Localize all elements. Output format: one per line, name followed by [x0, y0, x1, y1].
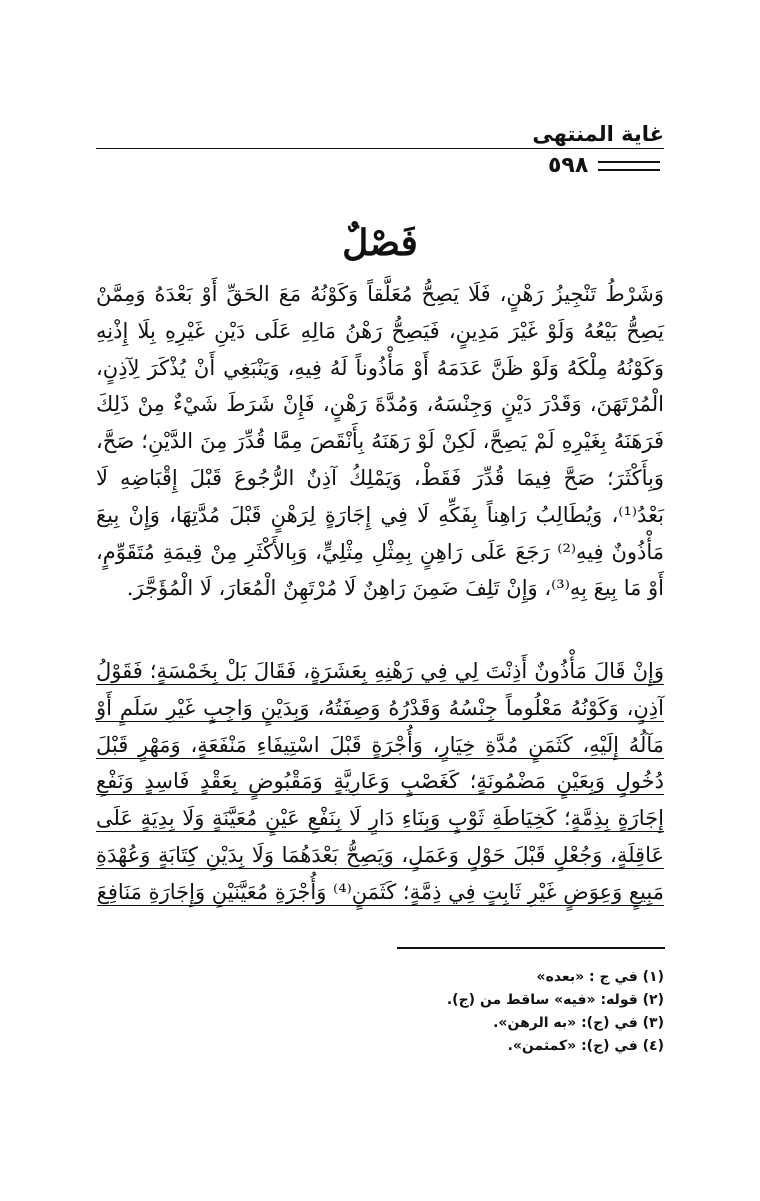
footnote-1: (١) في ج : «بعده»	[536, 969, 664, 985]
page-number: ٥٩٨	[548, 153, 589, 178]
header-rule	[96, 148, 664, 149]
footnote-4: (٤) في (ج): «كمثمن».	[507, 1038, 664, 1054]
paragraph-2-text: وَإِنْ قَالَ مَأْذُونٌ أَذِنْتَ لِي فِي رَهْنِهِ بِعَشَرَةٍ، فَقَالَ بَلْ بِخَمْسَةٍ؛ فَقَوْلُ آذِنٍ، وَكَوْنُهُ مَعْلُوماً جِنْسُهُ وَقَدْرُهُ وَصِفَتُهُ، وَبِدَيْنٍ وَاجِبٍ غَيْرِ سَلَمٍ أَوْ مَآلُهُ إِلَيْهِ، كَثَمَنٍ مُدَّةِ خِيَارٍ، وَأُجْرَةٍ قَبْلَ اسْتِيفَاءِ مَنْفَعَةٍ، وَمَهْرٍ قَبْلَ دُخُولٍ وَبِعَيْنٍ مَضْمُونَةٍ؛ كَغَصْبٍ وَعَارِيَّةٍ وَمَقْبُوضٍ بِعَقْدٍ فَاسِدٍ وَنَفْعِ إِجَارَةٍ بِذِمَّةٍ؛ كَخِيَاطَةِ ثَوْبٍ وَبِنَاءِ دَارٍ لَا بِنَفْعِ عَيْنٍ مُعَيَّنَةٍ وَلَا بِدِيَةٍ عَلَى عَاقِلَةٍ، وَجُعْلٍ قَبْلَ حَوْلٍ وَعَمَلٍ، وَيَصِحُّ بَعْدَهُمَا وَلَا بِدَيْنِ كِتَابَةٍ وَعُهْدَةِ مَبِيعٍ وَعِوَضٍ غَيْرِ ثَابِتٍ فِي ذِمَّةٍ؛ كَثَمَنٍ⁽⁴⁾ وَأُجْرَةِ مُعَيَّنَيْنِ وَإِجَارَةِ مَنَافِعَ	[96, 659, 664, 904]
footnotes	[96, 966, 664, 1058]
section-title: فَصْلٌ	[342, 222, 418, 264]
footnote-3: (٣) في (ج): «به الرهن».	[493, 1015, 664, 1031]
footnote-2: (٢) قوله: «فيه» ساقط من (ج).	[446, 992, 664, 1008]
paragraph-2	[96, 653, 664, 911]
page-number-ornament	[598, 161, 660, 171]
paragraph-1: وَشَرْطُ تَنْجِيزُ رَهْنٍ، فَلَا يَصِحُّ مُعَلَّقاً وَكَوْنُهُ مَعَ الحَقِّ أَوْ بَعْدَهُ وَمِمَّنْ يَصِحُّ بَيْعُهُ وَلَوْ غَيْرَ مَدِينٍ، فَيَصِحُّ رَهْنُ مَالِهِ عَلَى دَيْنِ غَيْرِهِ بِلَا إِذْنِهِ وَكَوْنُهُ مِلْكَهُ وَلَوْ ظَنَّ عَدَمَهُ أَوْ مَأْذُوناً لَهُ فِيهِ، وَيَنْبَغِي أَنْ يُذْكَرَ لِآذِنٍ، الْمُرْتَهَنَ، وَقَدْرَ دَيْنٍ وَجِنْسَهُ، وَمُدَّةَ رَهْنٍ، فَإِنْ شَرَطَ شَيْءٌ مِنْ ذَلِكَ فَرَهَنَهُ بِغَيْرِهِ لَمْ يَصِحَّ، لَكِنْ لَوْ رَهَنَهُ بِأَنْقَصَ مِمَّا قُدِّرَ مِنَ الدَّيْنِ؛ صَحَّ، وَبِأَكْثَرَ؛ صَحَّ فِيمَا قُدِّرَ فَقَطْ، وَيَمْلِكُ آذِنٌ الرُّجُوعَ قَبْلَ إِقْبَاضِهِ لَا بَعْدُ⁽¹⁾، وَيُطَالِبُ رَاهِناً بِفَكِّهِ لَا فِي إِجَارَةٍ لِرَهْنٍ قَبْلَ مُدَّتِهَا، وَإِنْ بِيعَ مَأْذُونٌ فِيهِ⁽²⁾ رَجَعَ عَلَى رَاهِنٍ بِمِثْلِ مِثْلِيٍّ، وَبِالأَكْثَرِ مِنْ قِيمَةِ مُتَقَوِّمٍ، أَوْ مَا بِيعَ بِهِ⁽³⁾، وَإِنْ تَلِفَ ضَمِنَ رَاهِنٌ لَا مُرْتَهِنٌ الْمُعَارَ، لَا الْمُؤَجَّرَ.	[96, 282, 665, 601]
book-title: غاية المنتهى	[532, 122, 664, 146]
page-header	[0, 112, 760, 178]
page-number-block	[548, 154, 660, 178]
footnote-rule	[397, 947, 665, 949]
